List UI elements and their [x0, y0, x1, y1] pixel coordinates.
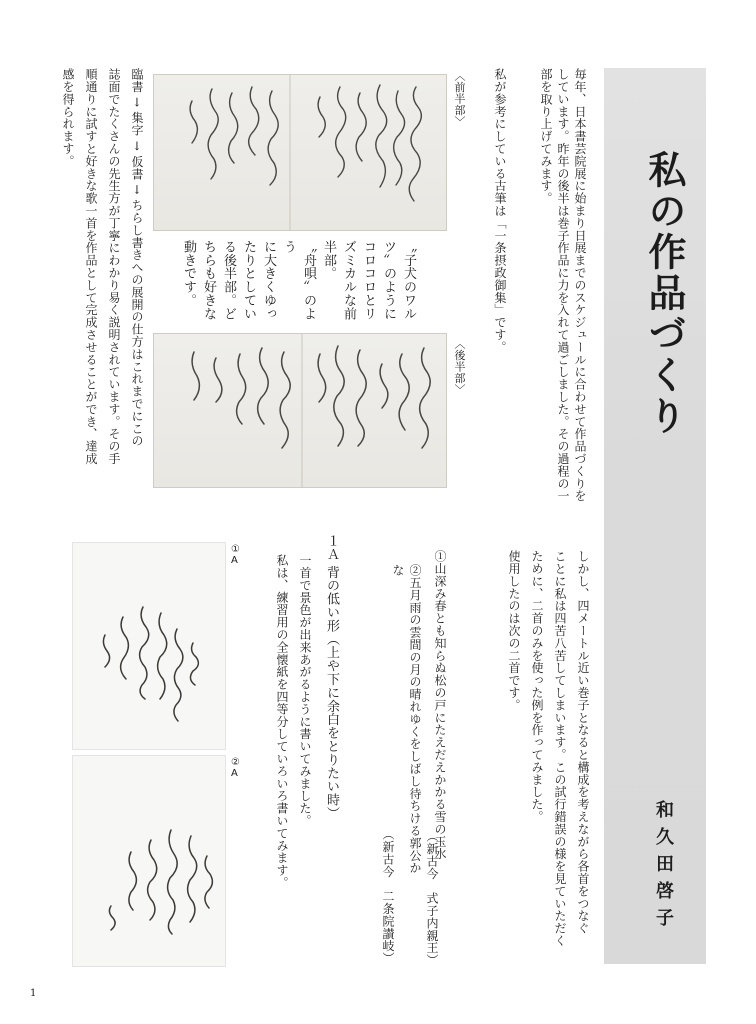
step-line: 私は、練習用の全懐紙を四等分していろいろ書いてみます。 [275, 554, 289, 889]
calligraphy-strokes-back [154, 334, 446, 487]
step-heading-1a: １Ａ 背の低い形（上や下に余白をとりたい時） [324, 534, 339, 820]
comment-line: ちらも好きな [201, 240, 216, 321]
comment-line: 〝子犬のワル [401, 240, 416, 321]
intro-paragraph-2: 私が参考にしている古筆は「一条摂政御集」です。 [493, 68, 507, 354]
article-title: 私の作品づくり [642, 150, 687, 437]
comment-line: ツ〟のように [381, 240, 396, 321]
intro-line: ために、二首のみを使った例を作ってみました。 [530, 550, 544, 823]
process-line: 誌面でたくさんの先生方が丁寧にわかり易く説明されています。その手 [107, 68, 121, 465]
process-line: 感を得られます。 [61, 68, 75, 168]
author-name: 和久田啓子 [653, 800, 674, 935]
calligraphy-strokes-front [154, 75, 446, 230]
intro-line: ことに私は四苦八苦してしまいます。この試行錯誤の様を見ていただく [553, 550, 567, 947]
figure-2-number: ② [231, 757, 240, 768]
calligraphy-strokes-fig2 [73, 756, 225, 966]
figure-1-number: ① [231, 544, 240, 555]
bottom-intro-paragraph [498, 550, 594, 960]
figure-1-letter: A [231, 555, 238, 566]
caption-back-half: 〈後半部〉 [453, 338, 466, 395]
intro-paragraph-1: 毎年、日本書芸院展に始まり日展までのスケジュールに合わせて作品づくりをしています。昨年の後半は巻子作品に力を入れて過ごしました。その過程の一部を取り上げてみます。 [539, 68, 587, 502]
calligraphy-photo-front-half [153, 74, 447, 231]
calligraphy-figure-2 [72, 755, 226, 967]
step-paragraph [270, 554, 316, 954]
comment-line: 動きです。 [181, 240, 196, 307]
comment-line: 半部。 [321, 240, 336, 281]
figure-1-label [231, 544, 240, 566]
intro-line: 使用したのは次の二首です。 [507, 550, 521, 712]
caption-front-half: 〈前半部〉 [453, 70, 466, 127]
process-paragraph [52, 68, 148, 494]
comment-line: たりとしてい [241, 240, 256, 321]
poem-2-source: （新古今 二条院讃岐） [381, 828, 395, 965]
page-number: 1 [30, 988, 37, 999]
calligraphy-strokes-fig1 [73, 543, 225, 749]
figure-2-letter: A [231, 768, 238, 779]
process-line: 順通りに試すと好きな歌一首を作品として完成させることができ、達成 [84, 68, 98, 465]
figure-2-label [231, 757, 240, 779]
comment-front-half [181, 240, 418, 330]
calligraphy-figure-1 [72, 542, 226, 750]
comment-line: コロコロとリ [361, 240, 376, 321]
step-line: 一首で景色が出来あがるように書いてみました。 [298, 554, 312, 827]
process-line: 臨書 → 集字 → 仮書 → ちらし書きへの展開の仕方はこれまでにこの [130, 68, 144, 448]
comment-line: 〝舟唄〟のよう [281, 240, 316, 321]
calligraphy-photo-back-half [153, 333, 447, 488]
comment-line: に大きくゆっ [261, 240, 276, 321]
comment-line: ズミカルな前 [341, 240, 356, 321]
intro-line: しかし、四メートル近い巻子となると構成を考えながら各首をつなぐ [576, 550, 590, 935]
poem-2: ②五月雨の雲間の月の晴れゆくをしばし待ちける郭公かな [391, 564, 422, 874]
comment-line: る後半部。ど [221, 240, 236, 321]
poem-1: ①山深み春とも知らぬ松の戸にたえだえかかる雪の玉水 [433, 550, 447, 860]
poem-1-source: （新古今 式子内親王） [425, 830, 439, 967]
